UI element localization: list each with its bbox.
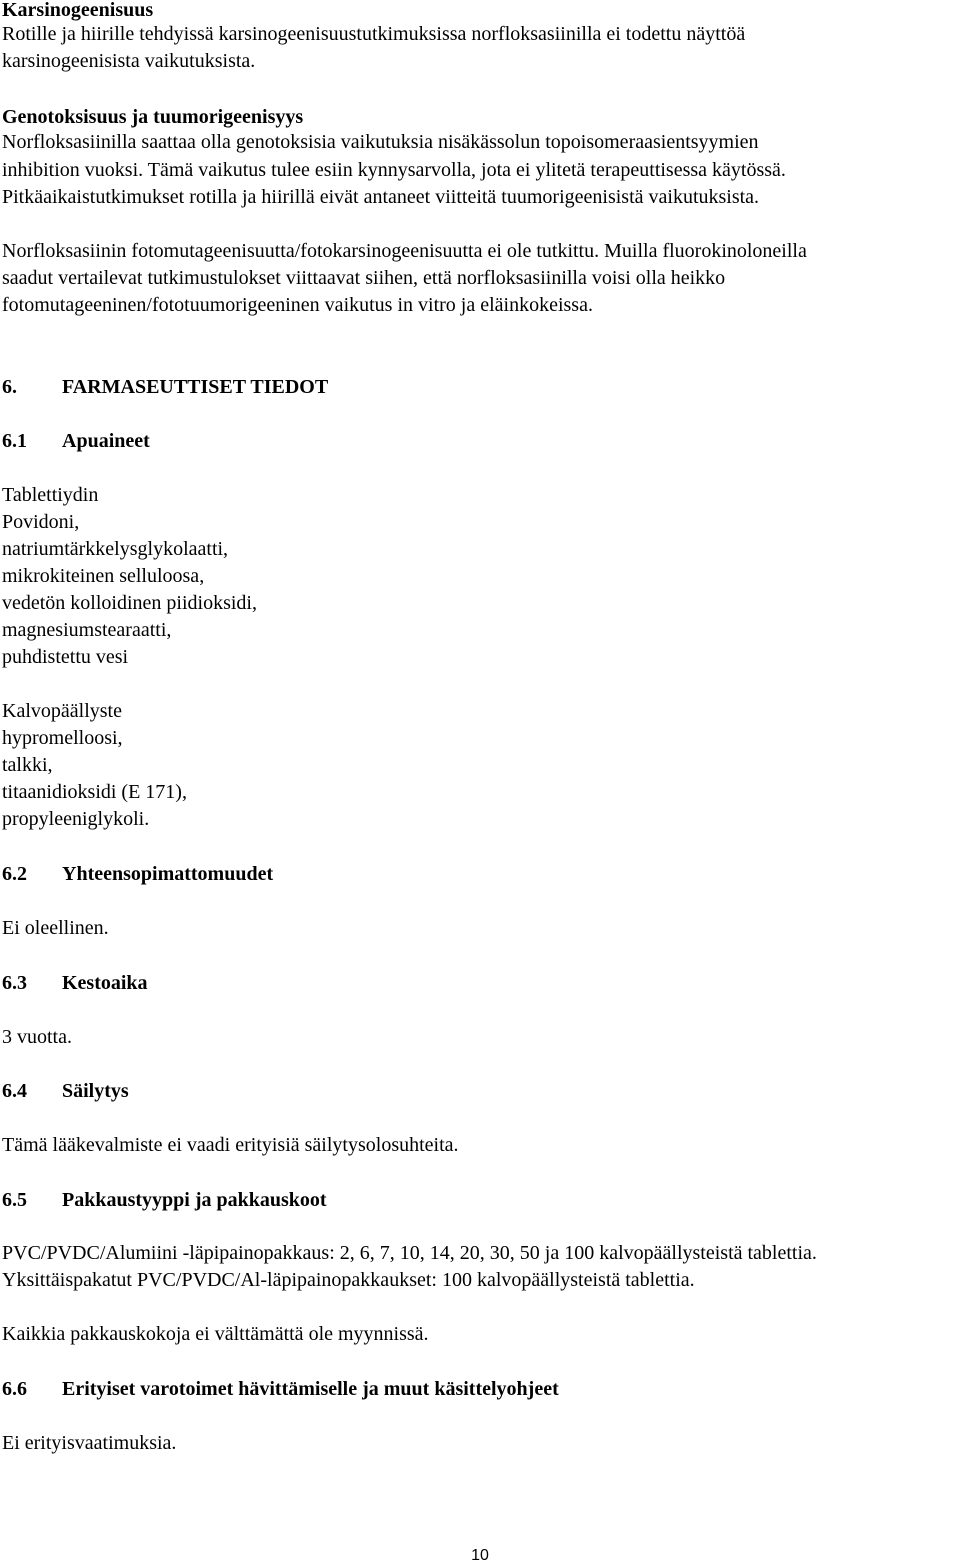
section-6-4-title: Säilytys <box>62 1080 129 1102</box>
coating-item: titaanidioksidi (E 171), <box>2 781 187 803</box>
photo-line-1: Norfloksasiinin fotomutageenisuutta/fotokarsinogeenisuutta ei ole tutkittu. Muilla fluorokinoloneilla <box>2 240 807 262</box>
section-6-5-line-1: PVC/PVDC/Alumiini -läpipainopakkaus: 2, 6, 7, 10, 14, 20, 30, 50 ja 100 kalvopäällysteistä tablettia. <box>2 1242 817 1264</box>
section-6-6-text: Ei erityisvaatimuksia. <box>2 1432 177 1454</box>
core-item: vedetön kolloidinen piidioksidi, <box>2 592 257 614</box>
section-6-5-title: Pakkaustyyppi ja pakkauskoot <box>62 1189 327 1211</box>
section-6-2-number: 6.2 <box>2 863 27 885</box>
coating-item: Kalvopäällyste <box>2 700 122 722</box>
carcinogenicity-heading: Karsinogeenisuus <box>2 0 154 21</box>
section-6-5-number: 6.5 <box>2 1189 27 1211</box>
section-6-4-heading <box>2 1078 129 1105</box>
photo-line-3: fotomutageeninen/fototuumorigeeninen vaikutus in vitro ja eläinkokeissa. <box>2 294 593 316</box>
section-6-number: 6. <box>2 376 17 398</box>
section-6-3-title: Kestoaika <box>62 972 148 994</box>
section-6-4-number: 6.4 <box>2 1080 27 1102</box>
section-6-5-line-2: Yksittäispakatut PVC/PVDC/Al-läpipainopakkaukset: 100 kalvopäällysteistä tablettia. <box>2 1269 695 1291</box>
photo-line-2: saadut vertailevat tutkimustulokset viittaavat siihen, että norfloksasiinilla voisi olla heikko <box>2 267 726 289</box>
core-item: magnesiumstearaatti, <box>2 619 172 641</box>
section-6-1-title: Apuaineet <box>62 430 150 452</box>
coating-item: hypromelloosi, <box>2 727 123 749</box>
section-6-5-heading <box>2 1187 327 1214</box>
section-6-3-heading <box>2 970 148 997</box>
section-6-5-note: Kaikkia pakkauskokoja ei välttämättä ole myynnissä. <box>2 1323 429 1345</box>
section-6-6-title: Erityiset varotoimet hävittämiselle ja muut käsittelyohjeet <box>62 1378 559 1400</box>
section-6-6-number: 6.6 <box>2 1378 27 1400</box>
core-item: natriumtärkkelysglykolaatti, <box>2 538 229 560</box>
carcinogenicity-line-1: Rotille ja hiirille tehdyissä karsinogeenisuustutkimuksissa norfloksasiinilla ei todettu näyttöä <box>2 23 746 45</box>
core-item: Tablettiydin <box>2 484 99 506</box>
coating-item: talkki, <box>2 754 53 776</box>
core-item: puhdistettu vesi <box>2 646 129 668</box>
section-6-3-text: 3 vuotta. <box>2 1026 72 1048</box>
core-item: Povidoni, <box>2 511 80 533</box>
genotoxicity-line-3: Pitkäaikaistutkimukset rotilla ja hiirillä eivät antaneet viitteitä tuumorigeenisistä vaikutuksista. <box>2 186 760 208</box>
section-6-4-text: Tämä lääkevalmiste ei vaadi erityisiä säilytysolosuhteita. <box>2 1134 459 1156</box>
genotoxicity-heading: Genotoksisuus ja tuumorigeenisyys <box>2 106 304 128</box>
section-6-heading <box>2 374 328 401</box>
section-6-2-title: Yhteensopimattomuudet <box>62 863 274 885</box>
genotoxicity-line-2: inhibition vuoksi. Tämä vaikutus tulee esiin kynnysarvolla, jota ei ylitetä terapeuttisessa käytössä. <box>2 159 786 181</box>
section-6-title: FARMASEUTTISET TIEDOT <box>62 376 329 398</box>
section-6-6-heading <box>2 1376 559 1403</box>
carcinogenicity-line-2: karsinogeenisista vaikutuksista. <box>2 50 256 72</box>
section-6-2-text: Ei oleellinen. <box>2 917 109 939</box>
section-6-1-number: 6.1 <box>2 430 27 452</box>
section-6-3-number: 6.3 <box>2 972 27 994</box>
genotoxicity-line-1: Norfloksasiinilla saattaa olla genotoksisia vaikutuksia nisäkässolun topoisomeraasientsyymien <box>2 131 759 153</box>
section-6-1-heading <box>2 428 150 455</box>
coating-item: propyleeniglykoli. <box>2 808 150 830</box>
page-number: 10 <box>471 1547 489 1564</box>
section-6-2-heading <box>2 861 273 888</box>
core-item: mikrokiteinen selluloosa, <box>2 565 205 587</box>
